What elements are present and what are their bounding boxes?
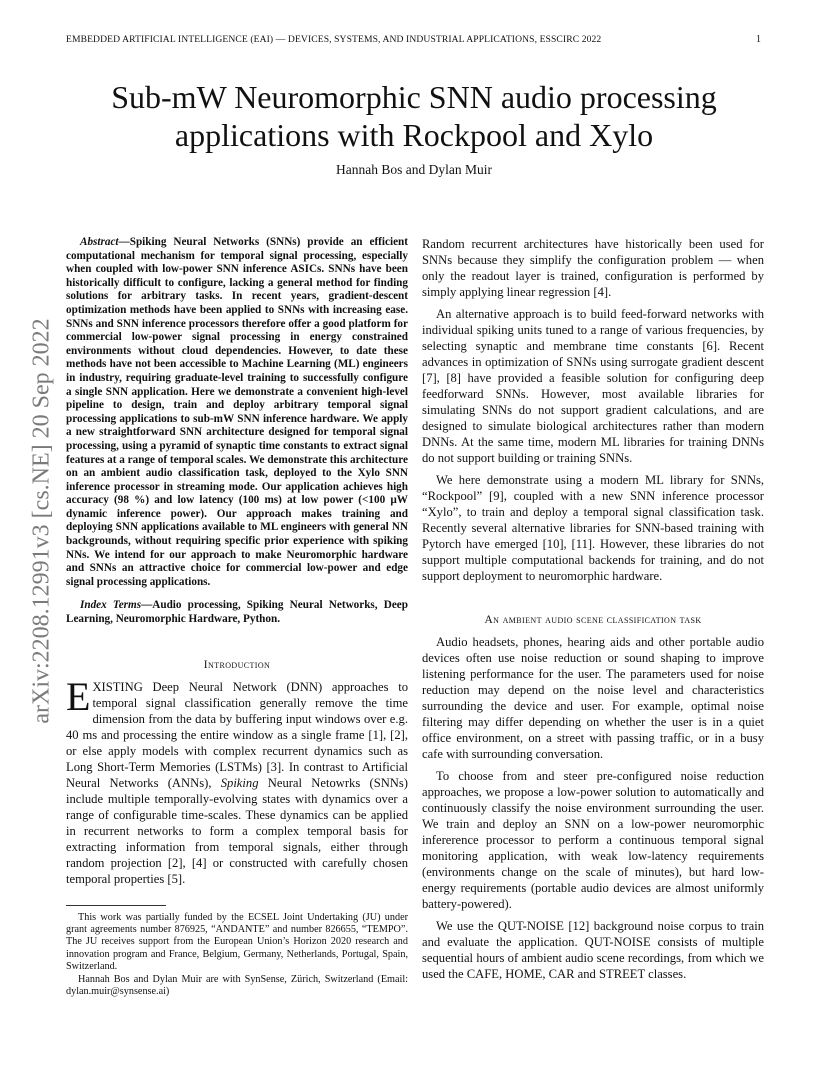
running-head: EMBEDDED ARTIFICIAL INTELLIGENCE (EAI) — DEVICES, SYSTEMS, AND INDUSTRIAL APPLICATIONS, ESSCIRC 2022 [66, 34, 602, 45]
arxiv-stamp [12, 286, 72, 756]
ambient-paragraph-2: To choose from and steer pre-configured noise reduction approaches, we propose a low-power solution to automatically and continuously classify the noise environment surrounding the user. We train and deploy an SNN on a low-power neuromorphic infererence processor to perform a continuous temporal signal monitoring application, with weak low-latency requirements (environments change on the scale of minutes), but hard low-energy requirements (portable audio devices are almost uniformly battery-powered). [422, 769, 764, 911]
index-terms-text: —Audio processing, Spiking Neural Networks, Deep Learning, Neuromorphic Hardware, Python. [66, 599, 408, 626]
intro-paragraph-2: Random recurrent architectures have historically been used for SNNs because they simplify the configuration problem — when only the readout layer is trained, configuration is performed by simply applying linear regression [4]. [422, 237, 764, 299]
ambient-paragraph-1: Audio headsets, phones, hearing aids and other portable audio devices often use noise reduction or sound shaping to improve listening performance for the user. The parameters used for noise reduction may depend on the noise level and characteristics surrounding the device and user. For example, optimal noise filtering may differ depending on whether the user is in a quiet office environment, on a street with passing traffic, or in a busy cafe with surrounding conversation. [422, 635, 764, 761]
index-terms-label: Index Terms [80, 599, 142, 612]
dropcap-letter: E [66, 673, 91, 719]
index-terms [66, 599, 408, 626]
footnote-funding: This work was partially funded by the ECSEL Joint Undertaking (JU) under grant agreements number 876925, “ANDANTE” and number 826655, “TEMPO”. The JU receives support from the European Union’s Horizon 2020 research and innovation program and France, Belgium, Germany, Netherlands, Portugal, Spain, Switzerland. [66, 911, 408, 973]
footnote-affiliation: Hannah Bos and Dylan Muir are with SynSense, Zürich, Switzerland (Email: dylan.muir@synsense.ai) [66, 973, 408, 998]
page-number: 1 [756, 34, 761, 45]
ambient-paragraph-3: We use the QUT-NOISE [12] background noise corpus to train and evaluate the application. QUT-NOISE consists of multiple sequential hours of ambient audio scene recordings, from which we used the CAFE, HOME, CAR and STREET classes. [422, 919, 764, 981]
intro-p1-lead: XISTING Deep Neural Network (DNN) approaches to temporal signal classification generally remove the time dimension from the data by buffering input windows over e.g. 40 ms and processing the entire window as a single frame [1], [2], or else apply models with complex recurrent dynamics such as Long Short-Term Memories (LSTMs) [3]. In contrast to Artificial Neural Networks (ANNs), [66, 679, 408, 790]
footnote-rule [66, 905, 166, 906]
left-column [66, 236, 408, 998]
abstract-label: Abstract [80, 236, 119, 248]
abstract-text: —Spiking Neural Networks (SNNs) provide an efficient computational mechanism for temporal signal processing, especially when coupled with low-power SNN inference ASICs. SNNs have been historically difficult to configure, lacking a general method for finding solutions for arbitrary tasks. In recent years, gradient-descent optimization methods have been applied to SNNs with increasing ease. SNNs and SNN inference processors therefore offer a good platform for commercial low-power signal processing in energy constrained environments without cloud dependencies. However, to date these methods have not been accessible to Machine Learning (ML) engineers in industry, requiring graduate-level training to successfully configure a single SNN application. Here we demonstrate a convenient high-level pipeline to design, train and deploy arbitrary temporal signal processing applications to sub-mW SNN inference hardware. We apply a new straightforward SNN architecture designed for temporal signal processing, using a pyramid of synaptic time constants to extract signal features at a range of temporal scales. We demonstrate this architecture on an ambient audio classification task, deployed to the Xylo SNN inference processor in streaming mode. Our application achieves high accuracy (98 %) and low latency (100 ms) at low power (<100 µW dynamic inference power). Our approach makes training and deploying SNN applications available to ML engineers with general NN backgrounds, without requiring specific prior experience with spiking NNs. We intend for our approach to make Neuromorphic hardware and SNNs an attractive choice for commercial low-power and edge signal processing applications. [66, 236, 408, 588]
intro-p1-emphasis: Spiking [220, 775, 259, 790]
intro-paragraph-1 [66, 673, 408, 887]
section-heading-ambient: An ambient audio scene classification task [484, 614, 702, 626]
intro-paragraph-4: We here demonstrate using a modern ML library for SNNs, “Rockpool” [9], coupled with a new SNN inference processor “Xylo”, to train and deploy a temporal signal classification task. Recently several alternative libraries for SNN-based training with Pytorch have emerged [10], [11]. However, these libraries do not support multiple computational backends for training, and do not support deployment to neuromorphic hardware. [422, 473, 764, 583]
intro-paragraph-3: An alternative approach is to build feed-forward networks with individual spiking units tuned to a range of various frequencies, by selecting synaptic and membrane time constants [6]. Recent advances in optimization of SNNs using surrogate gradient descent [7], [8] have provided a feasible solution for configuring deep feedforward SNNs. However, most available libraries for simulating SNNs do not support gradient calculations, and are designed to simulate biological architectures rather than modern DNNs. At the same time, modern ML libraries for training DNNs do not support building or training SNNs. [422, 307, 764, 465]
arxiv-stamp-text: arXiv:2208.12991v3 [cs.NE] 20 Sep 2022 [28, 318, 55, 724]
paper-title: Sub-mW Neuromorphic SNN audio processing applications with Rockpool and Xylo [111, 79, 717, 153]
abstract [66, 236, 408, 589]
section-heading-introduction: Introduction [203, 658, 271, 671]
right-column [422, 236, 764, 988]
intro-p1-tail: Neural Netowrks (SNNs) include multiple temporally-evolving states with dynamics over a range of configurable time-scales. These dynamics can be applied in recurrent networks to form a complex temporal basis for extracting information from temporal signals, either through random projection [2], [4] or constructed with carefully chosen temporal properties [5]. [66, 775, 408, 886]
paper-authors: Hannah Bos and Dylan Muir [336, 162, 492, 177]
